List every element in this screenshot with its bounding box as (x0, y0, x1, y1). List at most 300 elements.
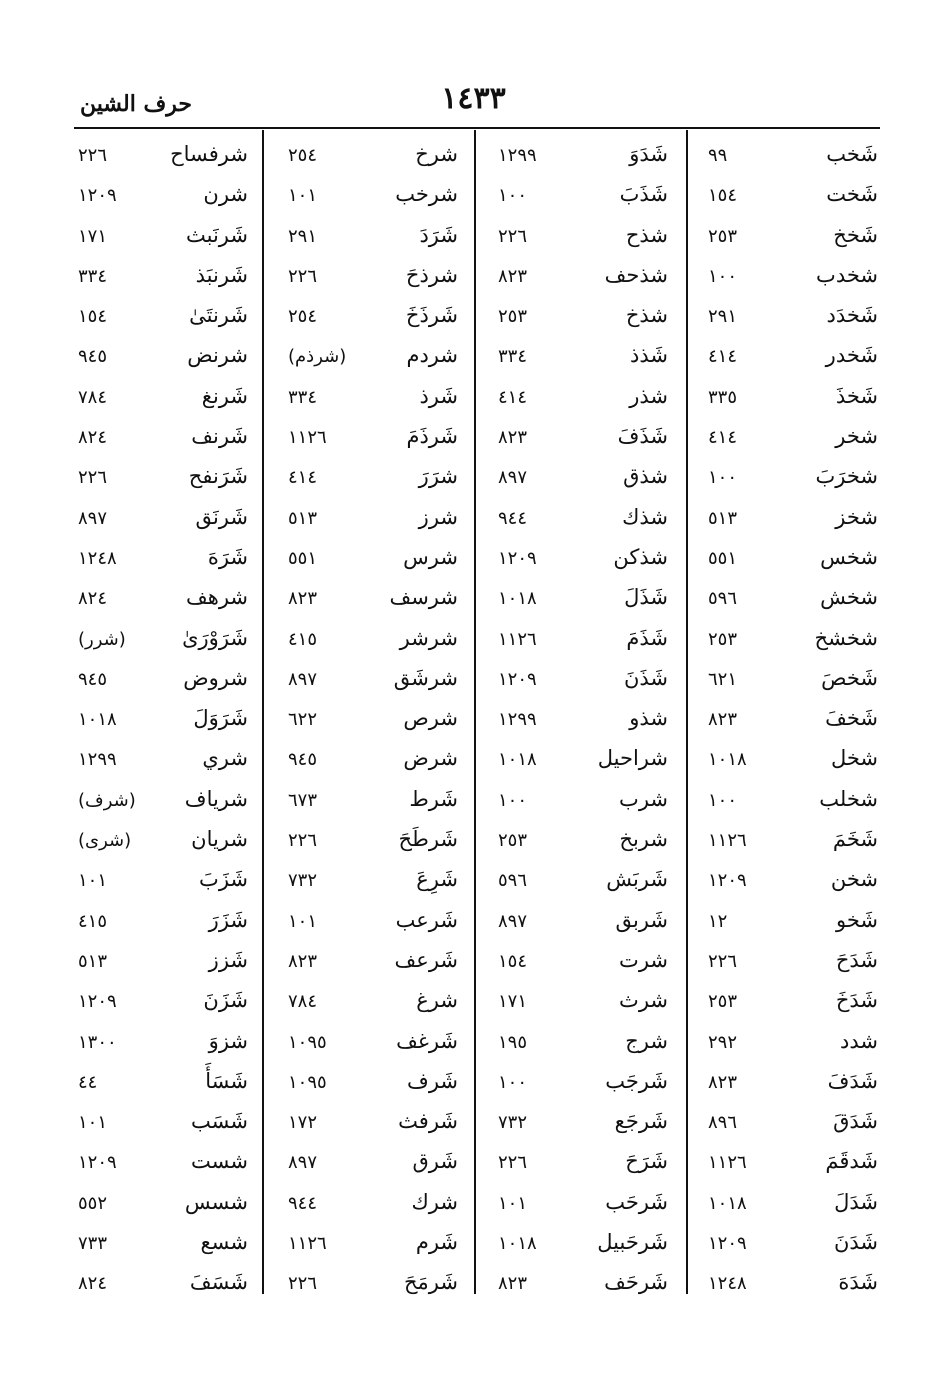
entry-word: شخلب (819, 786, 878, 811)
index-column-1 (702, 134, 878, 1303)
entry-word: شَدَلَ (834, 1189, 878, 1214)
entry-page-ref: ٥٥١ (708, 547, 738, 569)
entry-word: شرهف (186, 585, 248, 610)
entry-word: شرز (418, 504, 458, 529)
entry-page-ref: ١٧١ (78, 225, 108, 247)
entry-word: شخل (830, 746, 878, 771)
index-entry (278, 980, 458, 1020)
entry-page-ref: ٣٣٤ (288, 386, 318, 408)
entry-page-ref: ١٢٠٩ (498, 547, 537, 569)
entry-page-ref: ٧٨٤ (78, 386, 108, 408)
index-entry (278, 456, 458, 496)
index-entry (490, 416, 668, 456)
entry-word: شَربق (615, 907, 668, 932)
index-entry (490, 1061, 668, 1101)
entry-page-ref: ١٢٩٩ (78, 749, 117, 771)
entry-word: شرض (403, 746, 458, 771)
index-entry (702, 738, 878, 778)
entry-word: شَربَش (606, 867, 668, 892)
entry-page-ref: ١٥٤ (708, 185, 738, 207)
index-entry (74, 738, 248, 778)
entry-page-ref: ٥٩٦ (708, 588, 738, 610)
entry-page-ref: ١٠١٨ (78, 709, 117, 731)
entry-word: شست (191, 1149, 248, 1174)
index-entry (278, 1182, 458, 1222)
running-head: حرف الشين (80, 91, 193, 117)
entry-page-ref: ١٠١ (78, 870, 108, 892)
entry-page-ref: ٢٢٦ (498, 1152, 528, 1174)
entry-page-ref: ٢٥٣ (708, 991, 738, 1013)
index-entry (702, 779, 878, 819)
index-entry (702, 255, 878, 295)
index-entry (74, 618, 248, 658)
entry-page-ref: ٢٥٣ (708, 225, 738, 247)
entry-word: شَرعف (394, 947, 458, 972)
entry-page-ref: ٢٩١ (288, 225, 318, 247)
entry-page-ref: ٢٩١ (708, 306, 738, 328)
entry-page-ref: ٩٤٤ (498, 507, 528, 529)
entry-word: شَسَفَ (189, 1270, 248, 1295)
entry-word: شَدقَمَ (825, 1149, 878, 1174)
index-entry (490, 1262, 668, 1302)
entry-word: شرذحَ (405, 262, 458, 287)
index-entry (490, 215, 668, 255)
entry-word: شذو (629, 706, 668, 731)
entry-page-ref: ٤١٥ (288, 628, 318, 650)
entry-page-ref: ١٥٤ (498, 950, 528, 972)
index-entry (490, 456, 668, 496)
entry-word: شخرَبَ (815, 464, 878, 489)
index-entry (74, 779, 248, 819)
entry-page-ref: (شرر) (78, 628, 126, 650)
entry-word: شَدَفَ (827, 1068, 878, 1093)
entry-page-ref: ٥٥١ (288, 547, 318, 569)
index-entry (702, 295, 878, 335)
entry-word: شَرِعَ (416, 867, 458, 892)
entry-page-ref: ٢٥٣ (708, 628, 738, 650)
index-entry (74, 416, 248, 456)
index-entry (490, 819, 668, 859)
entry-page-ref: ٣٣٥ (708, 386, 738, 408)
entry-page-ref: ٢٢٦ (498, 225, 528, 247)
entry-page-ref: ٩٤٥ (78, 668, 108, 690)
entry-page-ref: ١١٢٦ (708, 1152, 747, 1174)
index-entry (74, 1182, 248, 1222)
entry-page-ref: ٨٩٧ (288, 668, 318, 690)
entry-page-ref: ١٠٠ (708, 467, 738, 489)
entry-page-ref: ٩٤٤ (288, 1192, 318, 1214)
index-entry (74, 537, 248, 577)
entry-page-ref: ١٠٠ (498, 789, 528, 811)
entry-word: شَرجَب (605, 1068, 668, 1093)
index-entry (702, 1141, 878, 1181)
entry-page-ref: ١٠١٨ (498, 588, 537, 610)
entry-page-ref: ٦٧٣ (288, 789, 318, 811)
index-entry (702, 819, 878, 859)
entry-page-ref: ٩٩ (708, 145, 728, 166)
entry-word: شَرَحَ (625, 1149, 668, 1174)
entry-page-ref: ١٢٠٩ (498, 668, 537, 690)
entry-page-ref: ٨٢٣ (498, 1273, 528, 1295)
entry-page-ref: ٧٣٣ (78, 1233, 108, 1255)
entry-word: شَرم (415, 1230, 458, 1255)
entry-word: شَرعب (395, 907, 458, 932)
entry-page-ref: ٢٢٦ (288, 830, 318, 852)
entry-word: شَذذ (630, 343, 668, 368)
index-entry (702, 134, 878, 174)
entry-page-ref: ١٠١ (498, 1192, 528, 1214)
entry-page-ref: ١٩٥ (498, 1031, 528, 1053)
index-entry (702, 174, 878, 214)
index-entry (278, 416, 458, 456)
entry-word: شَدَوَ (629, 142, 668, 166)
index-entry (702, 537, 878, 577)
entry-word: شرَرَ (418, 464, 458, 489)
index-entry (490, 859, 668, 899)
entry-word: شَذَفَ (617, 424, 668, 449)
entry-word: شَرنتَىٰ (189, 303, 248, 328)
index-entry (490, 255, 668, 295)
entry-word: شرت (619, 947, 668, 972)
index-entry (278, 1061, 458, 1101)
entry-word: شَزَنَ (203, 988, 248, 1013)
entry-word: شَخخ (833, 222, 878, 247)
entry-word: شَرطَحَ (398, 827, 458, 852)
entry-word: شَرف (407, 1068, 458, 1093)
entry-page-ref: ١٢٠٩ (708, 1233, 747, 1255)
entry-page-ref: ١١٢٦ (498, 628, 537, 650)
entry-page-ref: ٨٩٧ (78, 507, 108, 529)
entry-page-ref: ٤١٥ (78, 910, 108, 932)
index-entry (490, 134, 668, 174)
entry-word: شَرذَمَ (406, 424, 458, 449)
entry-page-ref: ٤١٤ (288, 467, 318, 489)
entry-page-ref: ٥٥٢ (78, 1192, 108, 1214)
entry-word: شَرحَب (605, 1189, 668, 1214)
entry-word: شروض (183, 665, 248, 690)
entry-word: شخز (835, 504, 878, 529)
entry-word: شخشخ (814, 625, 878, 650)
entry-page-ref: ١٧٢ (288, 1112, 318, 1134)
entry-word: شَرَنفح (188, 464, 248, 489)
entry-word: شَخَمَ (832, 827, 878, 852)
entry-page-ref: ١٢٠٩ (78, 991, 117, 1013)
entry-word: شذك (622, 504, 668, 529)
entry-page-ref: ٧٨٤ (288, 991, 318, 1013)
index-entry (702, 940, 878, 980)
index-entry (490, 1222, 668, 1262)
entry-page-ref: (شرف) (78, 789, 136, 811)
entry-page-ref: ١٢٠٩ (708, 870, 747, 892)
entry-word: شرغ (416, 988, 458, 1013)
entry-word: شَدَخَ (835, 988, 878, 1013)
entry-word: شَرنَبث (186, 222, 248, 247)
entry-page-ref: ١٠١ (288, 185, 318, 207)
column-divider-1 (686, 130, 688, 1294)
entry-page-ref: ٨٢٣ (708, 1071, 738, 1093)
index-entry (490, 295, 668, 335)
entry-word: شريان (191, 827, 248, 852)
index-entry (278, 134, 458, 174)
index-entry (278, 698, 458, 738)
entry-page-ref: ١٢٤٨ (708, 1273, 747, 1295)
index-entry (74, 215, 248, 255)
index-entry (490, 940, 668, 980)
entry-page-ref: ٩٤٥ (288, 749, 318, 771)
entry-word: شرب (619, 786, 668, 811)
index-entry (278, 335, 458, 375)
entry-page-ref: ٨٢٣ (498, 265, 528, 287)
index-entry (490, 1101, 668, 1141)
index-entry (278, 255, 458, 295)
index-entry (702, 698, 878, 738)
entry-page-ref: ١٠١٨ (708, 749, 747, 771)
entry-word: شرفساح (170, 142, 248, 166)
entry-word: شَرذ (419, 383, 458, 408)
index-entry (702, 497, 878, 537)
entry-word: شسع (200, 1230, 248, 1255)
entry-word: شَخت (826, 182, 878, 207)
entry-word: شَسَب (191, 1109, 248, 1134)
entry-page-ref: ٩٤٥ (78, 346, 108, 368)
entry-page-ref: ٦٢٢ (288, 709, 318, 731)
entry-word: شذخ (625, 303, 668, 328)
index-entry (702, 1101, 878, 1141)
entry-word: شرث (619, 988, 668, 1013)
index-entry (490, 658, 668, 698)
index-entry (278, 577, 458, 617)
index-entry (490, 1182, 668, 1222)
entry-page-ref: (شرذم) (288, 346, 347, 368)
entry-page-ref: ٣٣٤ (78, 265, 108, 287)
entry-word: شرك (411, 1189, 458, 1214)
entry-word: شَرَوَلَ (193, 706, 248, 731)
entry-page-ref: ١٢٠٩ (78, 185, 117, 207)
entry-page-ref: ٥١٣ (708, 507, 738, 529)
entry-page-ref: ٥١٣ (78, 950, 108, 972)
entry-word: شَزَرَ (208, 907, 248, 932)
entry-word: شرص (403, 706, 458, 731)
entry-word: شردم (406, 343, 458, 368)
index-entry (74, 376, 248, 416)
entry-word: شذكن (613, 544, 668, 569)
entry-page-ref: ٢٢٦ (78, 145, 108, 166)
entry-page-ref: ٥٩٦ (498, 870, 528, 892)
entry-page-ref: ١٠١ (78, 1112, 108, 1134)
entry-word: شَرحَف (604, 1270, 668, 1295)
entry-word: شَخدَد (826, 303, 878, 328)
index-entry (74, 1021, 248, 1061)
column-divider-2 (474, 130, 476, 1294)
index-entry (702, 456, 878, 496)
entry-word: شَذَنَ (623, 665, 668, 690)
index-entry (74, 859, 248, 899)
index-entry (278, 658, 458, 698)
entry-word: شذر (629, 383, 668, 408)
entry-page-ref: ٢٥٤ (288, 145, 318, 166)
index-entry (74, 819, 248, 859)
entry-page-ref: ١٧١ (498, 991, 528, 1013)
entry-word: شَزَبَ (199, 867, 248, 892)
index-entry (278, 174, 458, 214)
entry-word: شَخفَ (825, 706, 878, 731)
index-entry (74, 1101, 248, 1141)
index-entry (74, 497, 248, 537)
index-entry (74, 456, 248, 496)
index-entry (278, 940, 458, 980)
index-entry (490, 376, 668, 416)
entry-page-ref: ٨٢٣ (288, 950, 318, 972)
index-entry (278, 1222, 458, 1262)
entry-page-ref: ٢٥٣ (498, 830, 528, 852)
entry-page-ref: ٨٩٧ (498, 467, 528, 489)
entry-page-ref: ٤١٤ (708, 346, 738, 368)
entry-page-ref: ٧٣٢ (498, 1112, 528, 1134)
entry-page-ref: ٥١٣ (288, 507, 318, 529)
entry-page-ref: ١٢٤٨ (78, 547, 117, 569)
entry-page-ref: ١٠١ (288, 910, 318, 932)
index-entry (490, 537, 668, 577)
index-entry (702, 859, 878, 899)
index-entry (74, 900, 248, 940)
entry-page-ref: ٢٥٣ (498, 306, 528, 328)
entry-page-ref: ٢٢٦ (288, 1273, 318, 1295)
index-entry (702, 1222, 878, 1262)
index-entry (278, 819, 458, 859)
entry-word: شَذَبَ (619, 182, 668, 207)
index-entry (702, 215, 878, 255)
index-entry (490, 497, 668, 537)
entry-word: شَرط (409, 786, 458, 811)
entry-page-ref: ٢٢٦ (708, 950, 738, 972)
entry-page-ref: ١٣٠٠ (78, 1031, 117, 1053)
entry-word: شَزز (208, 947, 248, 972)
entry-word: شَدَنَ (833, 1230, 878, 1255)
entry-page-ref: ١٢٩٩ (498, 145, 537, 166)
entry-page-ref: ٢٢٦ (78, 467, 108, 489)
entry-word: شَرَهَ (207, 544, 248, 569)
entry-word: شخر (835, 424, 878, 449)
entry-word: شراحيل (597, 746, 668, 771)
entry-word: شَخذَ (835, 383, 878, 408)
entry-word: شسس (184, 1189, 248, 1214)
entry-page-ref: ١٠٠ (708, 265, 738, 287)
entry-word: شَسَأَ (205, 1068, 248, 1093)
index-entry (490, 1021, 668, 1061)
entry-word: شخن (830, 867, 878, 892)
entry-page-ref: ٨٢٣ (288, 588, 318, 610)
entry-page-ref: ١١٢٦ (708, 830, 747, 852)
entry-word: شَرذَخَ (405, 303, 458, 328)
entry-word: شَذَمَ (626, 625, 668, 650)
index-column-4 (74, 134, 248, 1303)
index-entry (74, 295, 248, 335)
entry-page-ref: ١٢ (708, 910, 728, 932)
entry-page-ref: ٨٢٤ (78, 588, 108, 610)
entry-word: شَرنَق (195, 504, 248, 529)
entry-word: شخش (820, 585, 878, 610)
index-entry (278, 1141, 458, 1181)
index-entry (74, 1222, 248, 1262)
index-entry (490, 174, 668, 214)
entry-word: شرياف (184, 786, 248, 811)
entry-word: شَرق (412, 1149, 458, 1174)
index-entry (490, 618, 668, 658)
entry-page-ref: ٤٤ (78, 1071, 98, 1093)
index-entry (702, 1262, 878, 1302)
index-entry (74, 1141, 248, 1181)
index-entry (278, 537, 458, 577)
entry-word: شَخب (826, 142, 878, 166)
entry-word: شَذَلَ (624, 585, 668, 610)
entry-word: شَرغف (396, 1028, 458, 1053)
index-entry (278, 618, 458, 658)
entry-word: شرن (203, 182, 248, 207)
entry-word: شرج (625, 1028, 668, 1053)
entry-page-ref: ٤١٤ (708, 427, 738, 449)
index-entry (278, 215, 458, 255)
entry-page-ref: ٦٢١ (708, 668, 738, 690)
index-entry (74, 174, 248, 214)
entry-word: شرنض (187, 343, 248, 368)
entry-page-ref: ١٠٩٥ (288, 1071, 327, 1093)
index-entry (702, 577, 878, 617)
index-entry (74, 577, 248, 617)
index-entry (702, 376, 878, 416)
entry-word: شَرَوْرَىٰ (182, 625, 248, 650)
entry-word: شرس (403, 544, 458, 569)
index-entry (278, 738, 458, 778)
entry-page-ref: ١٠١٨ (708, 1192, 747, 1214)
entry-word: شخدب (816, 262, 878, 287)
entry-page-ref: ٨٩٧ (288, 1152, 318, 1174)
index-column-2 (490, 134, 668, 1303)
entry-page-ref: (شرى) (78, 830, 132, 852)
entry-page-ref: ٨٢٣ (708, 709, 738, 731)
entry-page-ref: ٢٥٤ (288, 306, 318, 328)
index-entry (702, 335, 878, 375)
index-entry (278, 376, 458, 416)
index-entry (490, 738, 668, 778)
index-entry (278, 295, 458, 335)
entry-word: شري (202, 746, 248, 771)
index-entry (702, 1021, 878, 1061)
entry-word: شربخ (619, 827, 668, 852)
index-entry (74, 940, 248, 980)
index-column-3 (278, 134, 458, 1303)
entry-page-ref: ٨٢٤ (78, 427, 108, 449)
entry-word: شرسف (389, 585, 458, 610)
index-entry (490, 900, 668, 940)
entry-page-ref: ١٠٩٥ (288, 1031, 327, 1053)
entry-page-ref: ٣٣٤ (498, 346, 528, 368)
index-entry (490, 698, 668, 738)
entry-word: شرشَق (393, 665, 458, 690)
entry-word: شَرمَحَ (404, 1270, 458, 1295)
entry-page-ref: ١٢٩٩ (498, 709, 537, 731)
index-entry (490, 335, 668, 375)
entry-page-ref: ١٥٤ (78, 306, 108, 328)
index-entry (74, 335, 248, 375)
entry-page-ref: ١١٢٦ (288, 1233, 327, 1255)
index-entry (74, 1061, 248, 1101)
entry-word: شدد (840, 1028, 878, 1053)
index-entry (490, 779, 668, 819)
entry-page-ref: ١٠٠ (708, 789, 738, 811)
entry-page-ref: ٧٣٢ (288, 870, 318, 892)
entry-word: شَخدر (825, 343, 878, 368)
entry-page-ref: ٨٩٧ (498, 910, 528, 932)
